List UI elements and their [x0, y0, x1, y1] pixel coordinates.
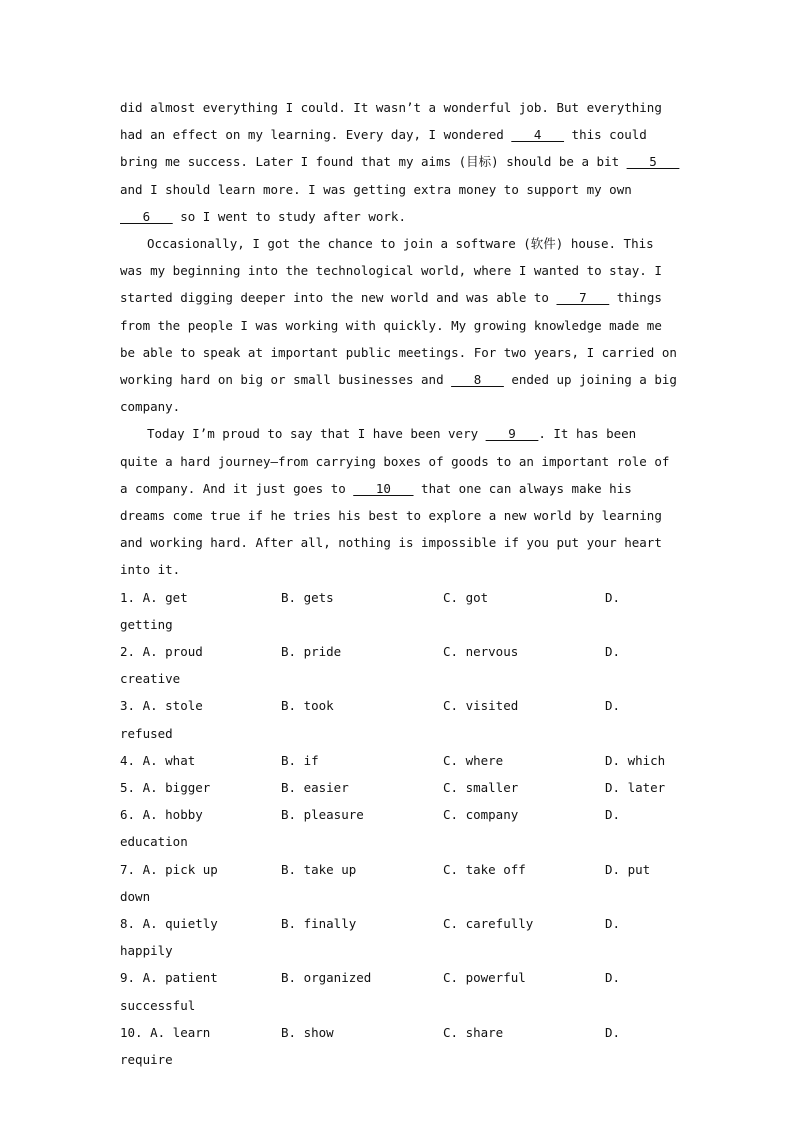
question-4 [120, 747, 680, 774]
question-options [120, 584, 680, 1074]
option-d-text: successful [120, 997, 196, 1013]
question-2 [120, 638, 680, 692]
question-5 [120, 774, 680, 801]
option-a: 10. A. learn [120, 1024, 211, 1040]
option-b: B. easier [281, 780, 349, 796]
option-b: B. if [281, 752, 319, 768]
blank-7: ___7___ [556, 290, 610, 306]
option-b: B. organized [281, 970, 372, 986]
option-d: D. [605, 589, 621, 605]
question-3 [120, 692, 680, 746]
option-b: B. show [281, 1024, 334, 1040]
question-7 [120, 856, 680, 910]
option-b: B. gets [281, 589, 334, 605]
option-a: 6. A. hobby [120, 807, 203, 823]
option-c: C. nervous [443, 644, 519, 660]
option-a: 5. A. bigger [120, 780, 211, 796]
p1-text-1: did almost everything I could. It wasn’t a wonderful job. But everything had an effect on my learning. Every day, I wondered [120, 100, 662, 143]
paragraph-2 [120, 230, 680, 420]
question-1 [120, 584, 680, 638]
option-b: B. take up [281, 861, 357, 877]
option-d: D. [605, 970, 621, 986]
option-c: C. share [443, 1024, 504, 1040]
paragraph-3 [120, 420, 680, 583]
option-b: B. finally [281, 915, 357, 931]
option-d: D. [605, 644, 621, 660]
blank-6: ___6___ [120, 208, 173, 224]
option-a: 4. A. what [120, 752, 196, 768]
blank-8: ___8___ [451, 372, 504, 388]
option-b: B. pride [281, 644, 342, 660]
p3-text-2: . It has been quite a hard journey—from carrying boxes of goods to an important role of a company. And it just goes to [120, 426, 670, 496]
option-a: 8. A. quietly [120, 915, 218, 931]
option-d: D. later [605, 780, 666, 796]
option-c: C. smaller [443, 780, 519, 796]
blank-9: ___9___ [485, 426, 539, 442]
blank-4: ___4___ [511, 127, 565, 143]
question-6 [120, 801, 680, 855]
option-d-text: education [120, 834, 188, 850]
question-9 [120, 964, 680, 1018]
question-10 [120, 1019, 680, 1073]
question-8 [120, 910, 680, 964]
option-d: D. put [605, 861, 651, 877]
option-d-text: down [120, 888, 151, 904]
option-a: 9. A. patient [120, 970, 218, 986]
blank-5: ___5___ [626, 154, 680, 170]
p3-text-3: that one can always make his dreams come true if he tries his best to explore a new world by learning and working hard. After all, nothing is impossible if you put your heart into it. [120, 480, 662, 578]
p2-text-2: things from the people I was working with quickly. My growing knowledge made me be able to speak at important public meetings. For two years, I carried on working hard on big or small businesses and [120, 290, 677, 388]
option-d-text: happily [120, 943, 173, 959]
option-c: C. powerful [443, 970, 526, 986]
p1-text-3: and I should learn more. I was getting extra money to support my own [120, 181, 632, 197]
option-a: 2. A. proud [120, 644, 203, 660]
p1-text-4: so I went to study after work. [172, 208, 406, 224]
option-b: B. pleasure [281, 807, 364, 823]
blank-10: ___10___ [353, 480, 414, 496]
document-page [120, 94, 680, 1073]
option-c: C. company [443, 807, 519, 823]
option-d: D. [605, 915, 621, 931]
option-d: D. [605, 698, 621, 714]
option-a: 7. A. pick up [120, 861, 218, 877]
option-c: C. carefully [443, 915, 534, 931]
option-a: 3. A. stole [120, 698, 203, 714]
option-d-text: require [120, 1051, 173, 1067]
paragraph-1 [120, 94, 680, 230]
p1-text-2: this could bring me success. Later I found that my aims (目标) should be a bit [120, 127, 647, 170]
option-d-text: getting [120, 616, 173, 632]
option-d: D. [605, 1024, 621, 1040]
option-c: C. got [443, 589, 489, 605]
option-d: D. [605, 807, 621, 823]
option-d-text: creative [120, 671, 181, 687]
option-d: D. which [605, 752, 666, 768]
p3-text-1: Today I’m proud to say that I have been very [147, 426, 486, 442]
option-c: C. visited [443, 698, 519, 714]
option-a: 1. A. get [120, 589, 188, 605]
option-d-text: refused [120, 725, 173, 741]
option-c: C. take off [443, 861, 526, 877]
option-b: B. took [281, 698, 334, 714]
p2-text-1: Occasionally, I got the chance to join a software (软件) house. This was my beginning into the technological world, where I wanted to stay. I started digging deeper into the new world and was able to [120, 236, 662, 306]
option-c: C. where [443, 752, 504, 768]
p2-text-3: ended up joining a big company. [120, 372, 677, 415]
